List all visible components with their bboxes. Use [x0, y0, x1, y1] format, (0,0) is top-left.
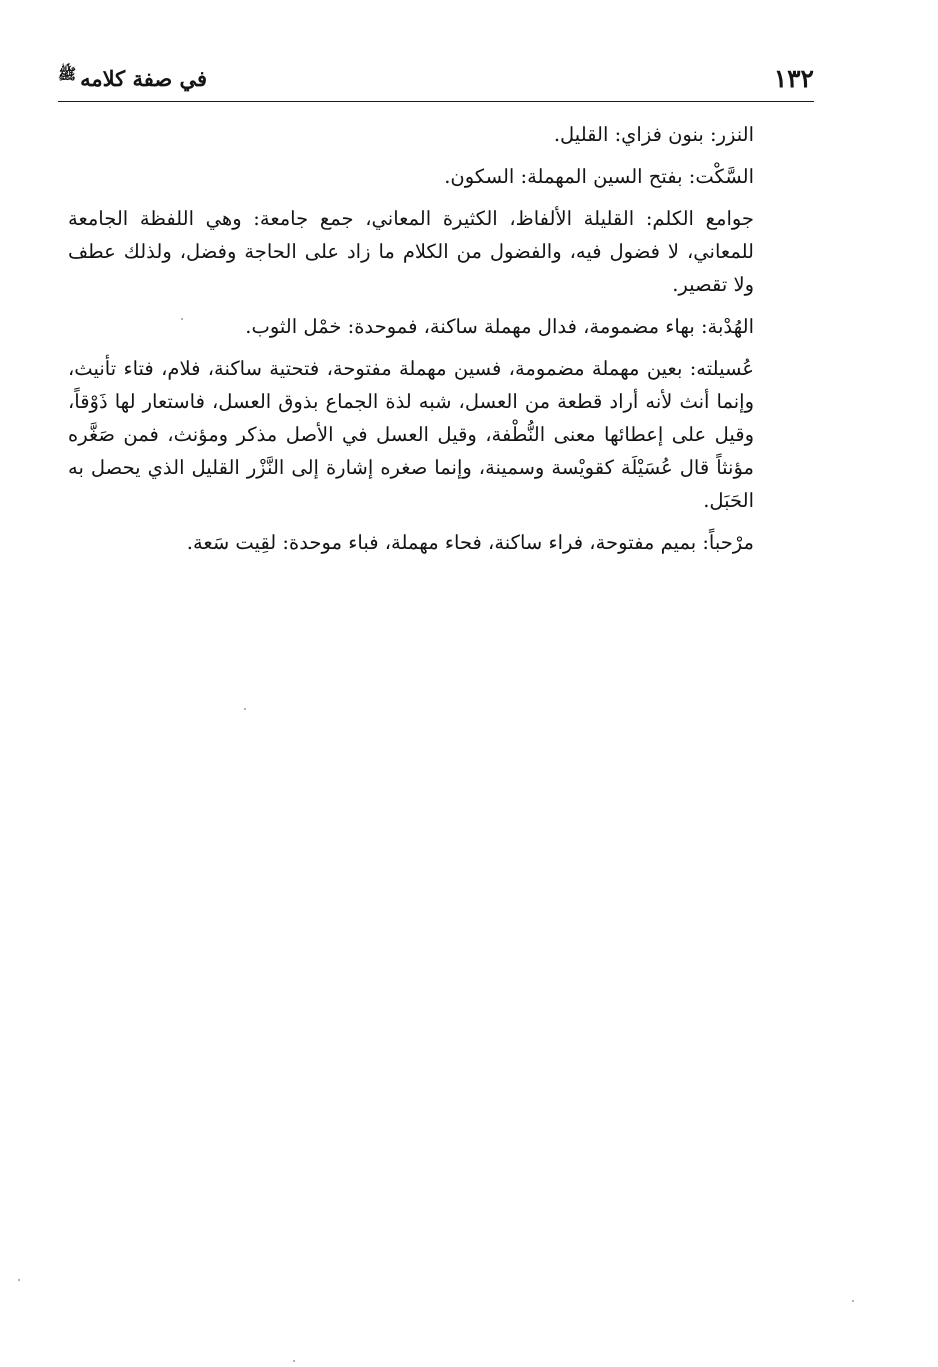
glossary-entry-usaylatuh: عُسيلته: بعين مهملة مضمومة، فسين مهملة مفتوحة، فتحتية ساكنة، فلام، فتاء تأنيث، وإنما أنث لأنه أراد قطعة من العسل، شبه لذة الجماع بذوق العسل، فاستعار لها ذَوْقاً، وقيل على إعطائها معنى النُّطْفة، وقيل العسل في الأصل مذكر ومؤنث، فمن صَغَّره مؤنثاً قال عُسَيْلَة كقويْسة وسمينة، وإنما صغره إشارة إلى النَّزْر القليل الذي يحصل به الحَبَل.: [68, 357, 754, 512]
glossary-entry-marhaban: مرْحباً: بميم مفتوحة، فراء ساكنة، فحاء مهملة، فباء موحدة: لقِيت سَعة.: [186, 531, 754, 554]
glossary-entry-jawami-al-kalim: جوامع الكلم: القليلة الألفاظ، الكثيرة المعاني، جمع جامعة: وهي اللفظة الجامعة للمعاني، لا فضول فيه، والفضول من الكلام ما زاد على الحاجة وفضل، ولذلك عطف ولا تقصير.: [68, 207, 754, 296]
scan-speck: [293, 1360, 295, 1362]
glossary-entry-sakt: السَّكْت: بفتح السين المهملة: السكون.: [444, 165, 754, 188]
glossary-entry-hudba: الهُدْبة: بهاء مضمومة، فدال مهملة ساكنة، فموحدة: خمْل الثوب.: [245, 315, 754, 338]
honorific-seal-icon: ﷺ: [58, 65, 77, 83]
scan-speck: [244, 708, 246, 710]
scan-speck: [18, 1279, 20, 1281]
scan-speck: [852, 1300, 854, 1302]
scan-speck: [181, 318, 183, 320]
page-number: ١٣٢: [773, 64, 814, 93]
header-rule: [58, 101, 814, 102]
running-head-title: في صفة كلامه: [80, 66, 208, 91]
page-header: [58, 56, 814, 96]
glossary-entry-nazr: النزر: بنون فزاي: القليل.: [553, 123, 754, 146]
running-head: [58, 62, 207, 96]
glossary-text: [68, 118, 754, 568]
